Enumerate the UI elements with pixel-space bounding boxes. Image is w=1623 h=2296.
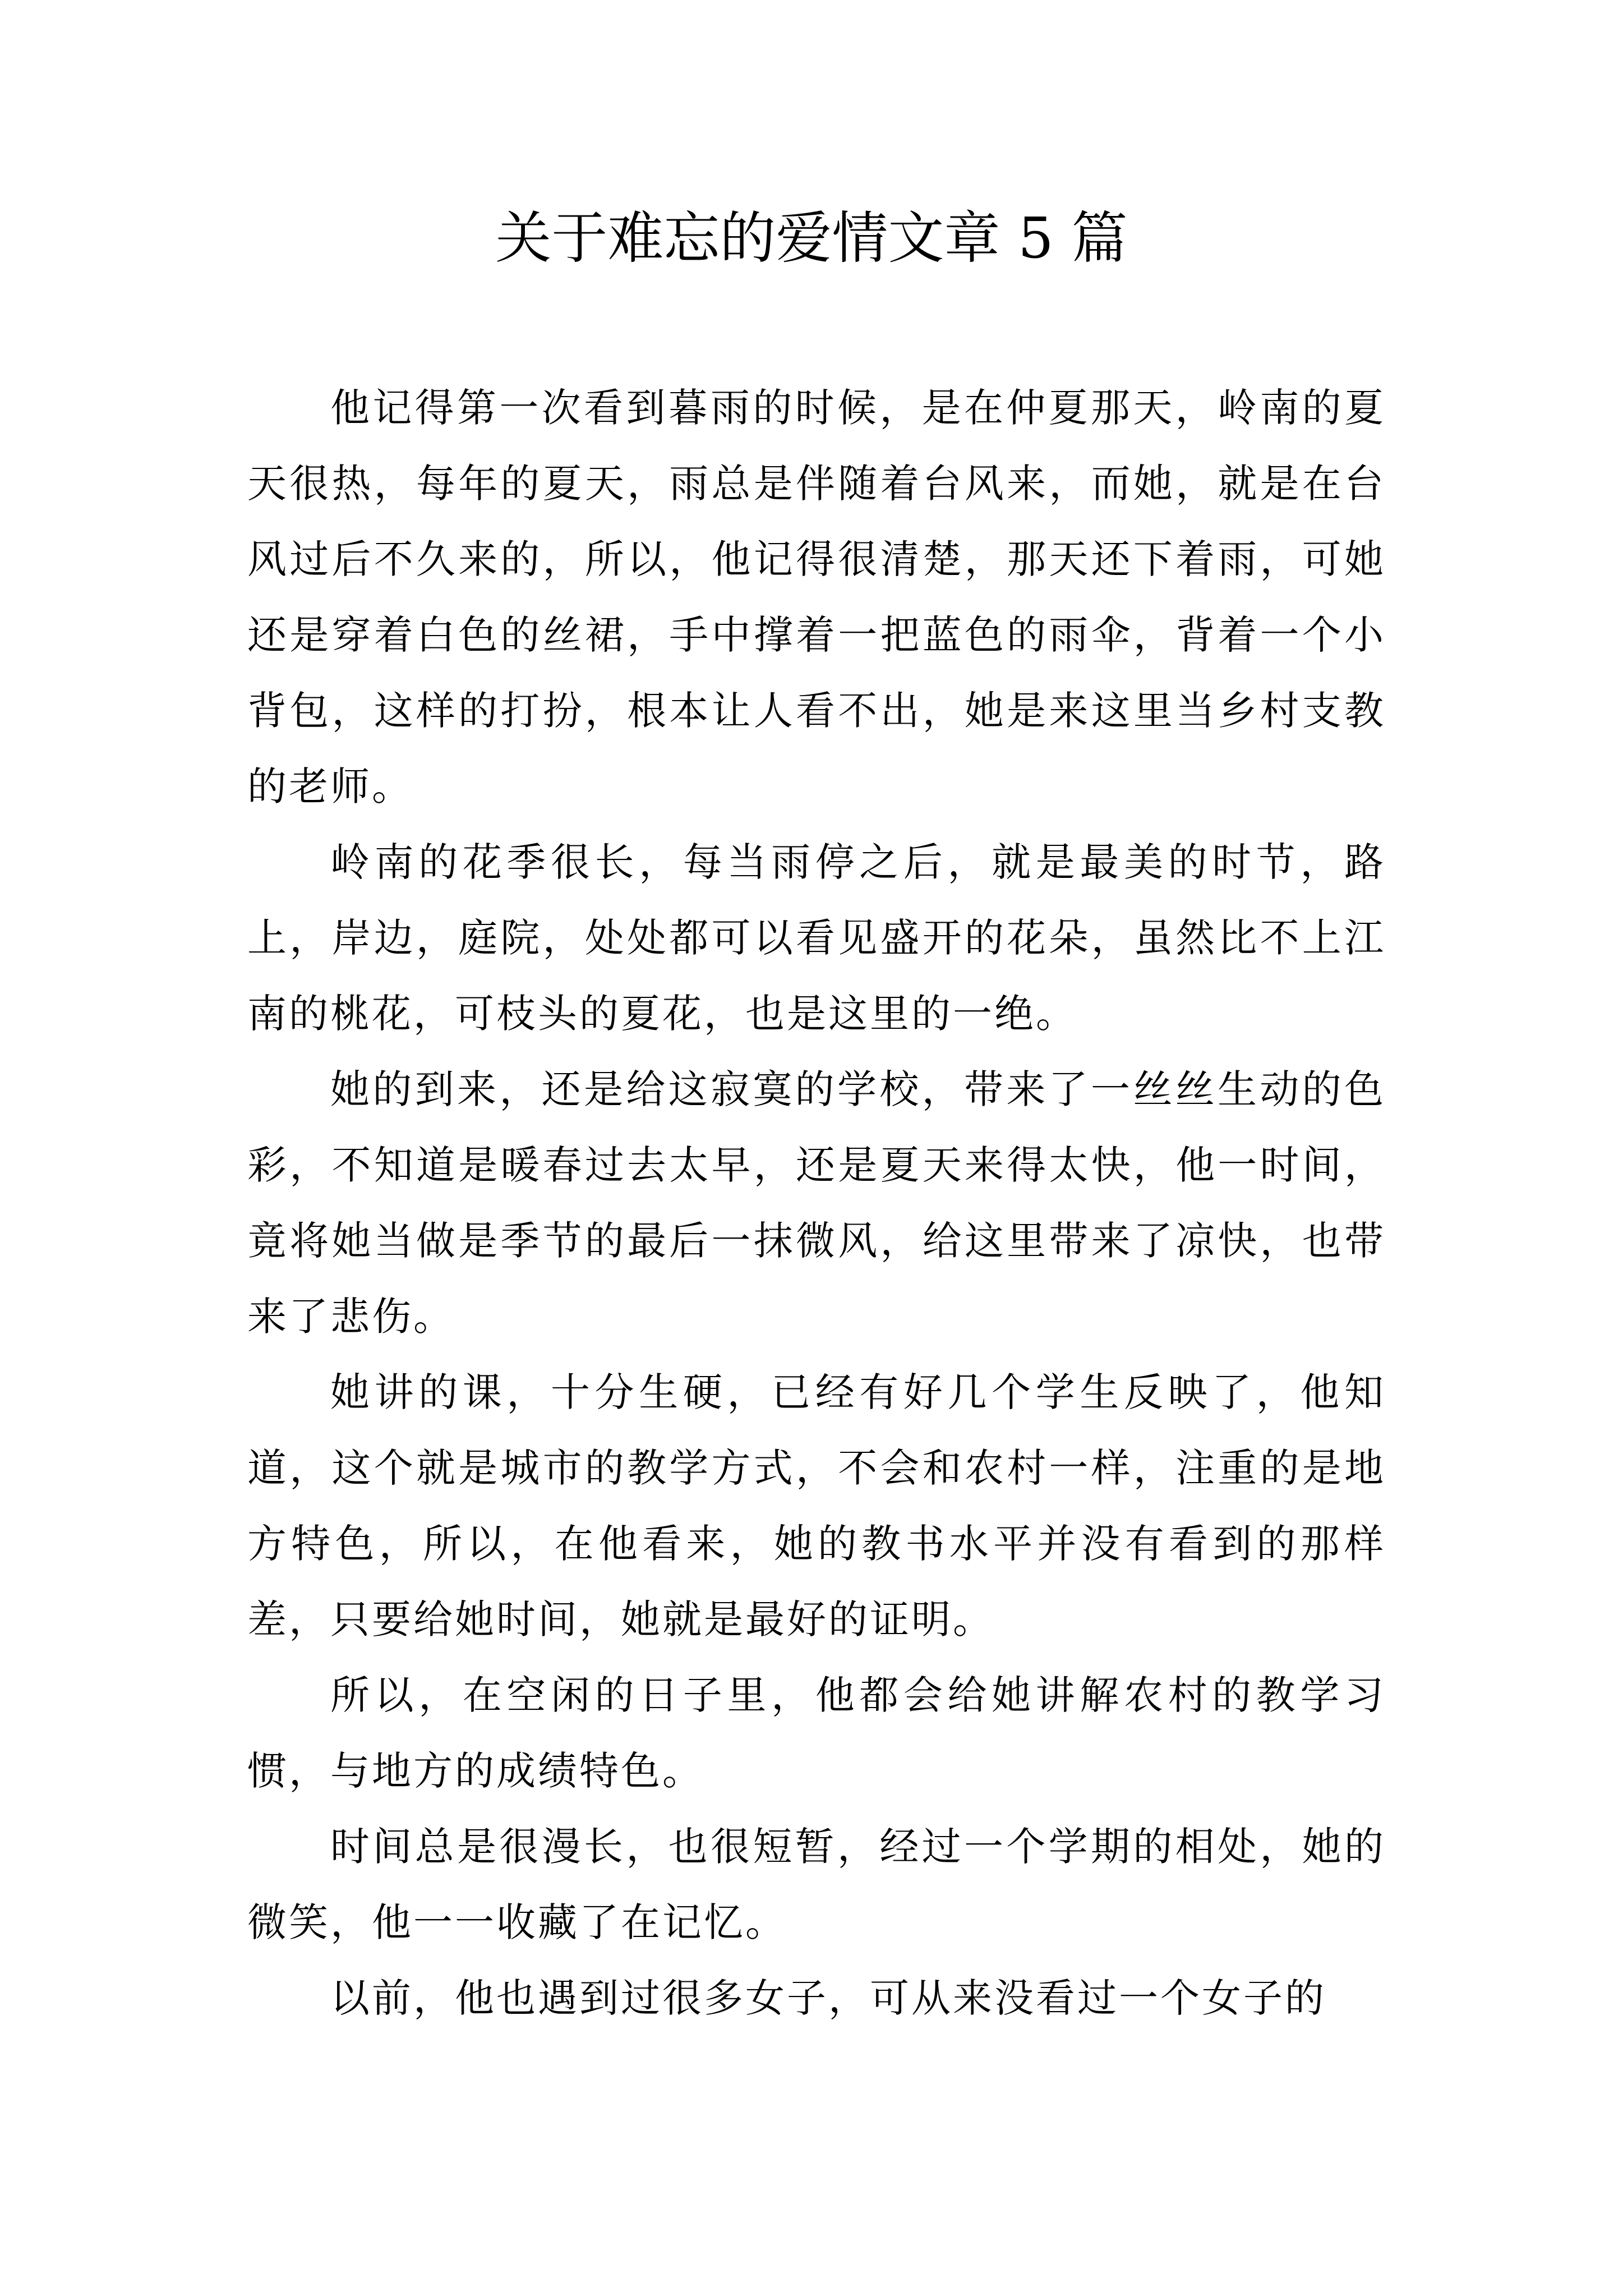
paragraph-3: 她的到来，还是给这寂寞的学校，带来了一丝丝生动的色彩，不知道是暖春过去太早，还是夏天来得太快，他一时间，竟将她当做是季节的最后一抹微风，给这里带来了凉快，也带来了悲伤。 bbox=[247, 1066, 1386, 1340]
paragraph-5: 所以，在空闲的日子里，他都会给她讲解农村的教学习惯，与地方的成绩特色。 bbox=[247, 1672, 1386, 1794]
document-body bbox=[247, 370, 1386, 2036]
paragraph-6: 时间总是很漫长，也很短暂，经过一个学期的相处，她的微笑，他一一收藏了在记忆。 bbox=[247, 1824, 1386, 1945]
paragraph-4: 她讲的课，十分生硬，已经有好几个学生反映了，他知道，这个就是城市的教学方式，不会和农村一样，注重的是地方特色，所以，在他看来，她的教书水平并没有看到的那样差，只要给她时间，她就是最好的证明。 bbox=[247, 1369, 1386, 1642]
paragraph-2: 岭南的花季很长，每当雨停之后，就是最美的时节，路上，岸边，庭院，处处都可以看见盛开的花朵，虽然比不上江南的桃花，可枝头的夏花，也是这里的一绝。 bbox=[247, 839, 1386, 1037]
paragraph-7: 以前，他也遇到过很多女子，可从来没看过一个女子的 bbox=[330, 1975, 1326, 2021]
paragraph-1: 他记得第一次看到暮雨的时候，是在仲夏那天，岭南的夏天很热，每年的夏天，雨总是伴随着台风来，而她，就是在台风过后不久来的，所以，他记得很清楚，那天还下着雨，可她还是穿着白色的丝裙，手中撑着一把蓝色的雨伞，背着一个小背包，这样的打扮，根本让人看不出，她是来这里当乡村支教的老师。 bbox=[247, 385, 1386, 809]
page-title: 关于难忘的爱情文章 5 篇 bbox=[495, 205, 1128, 271]
